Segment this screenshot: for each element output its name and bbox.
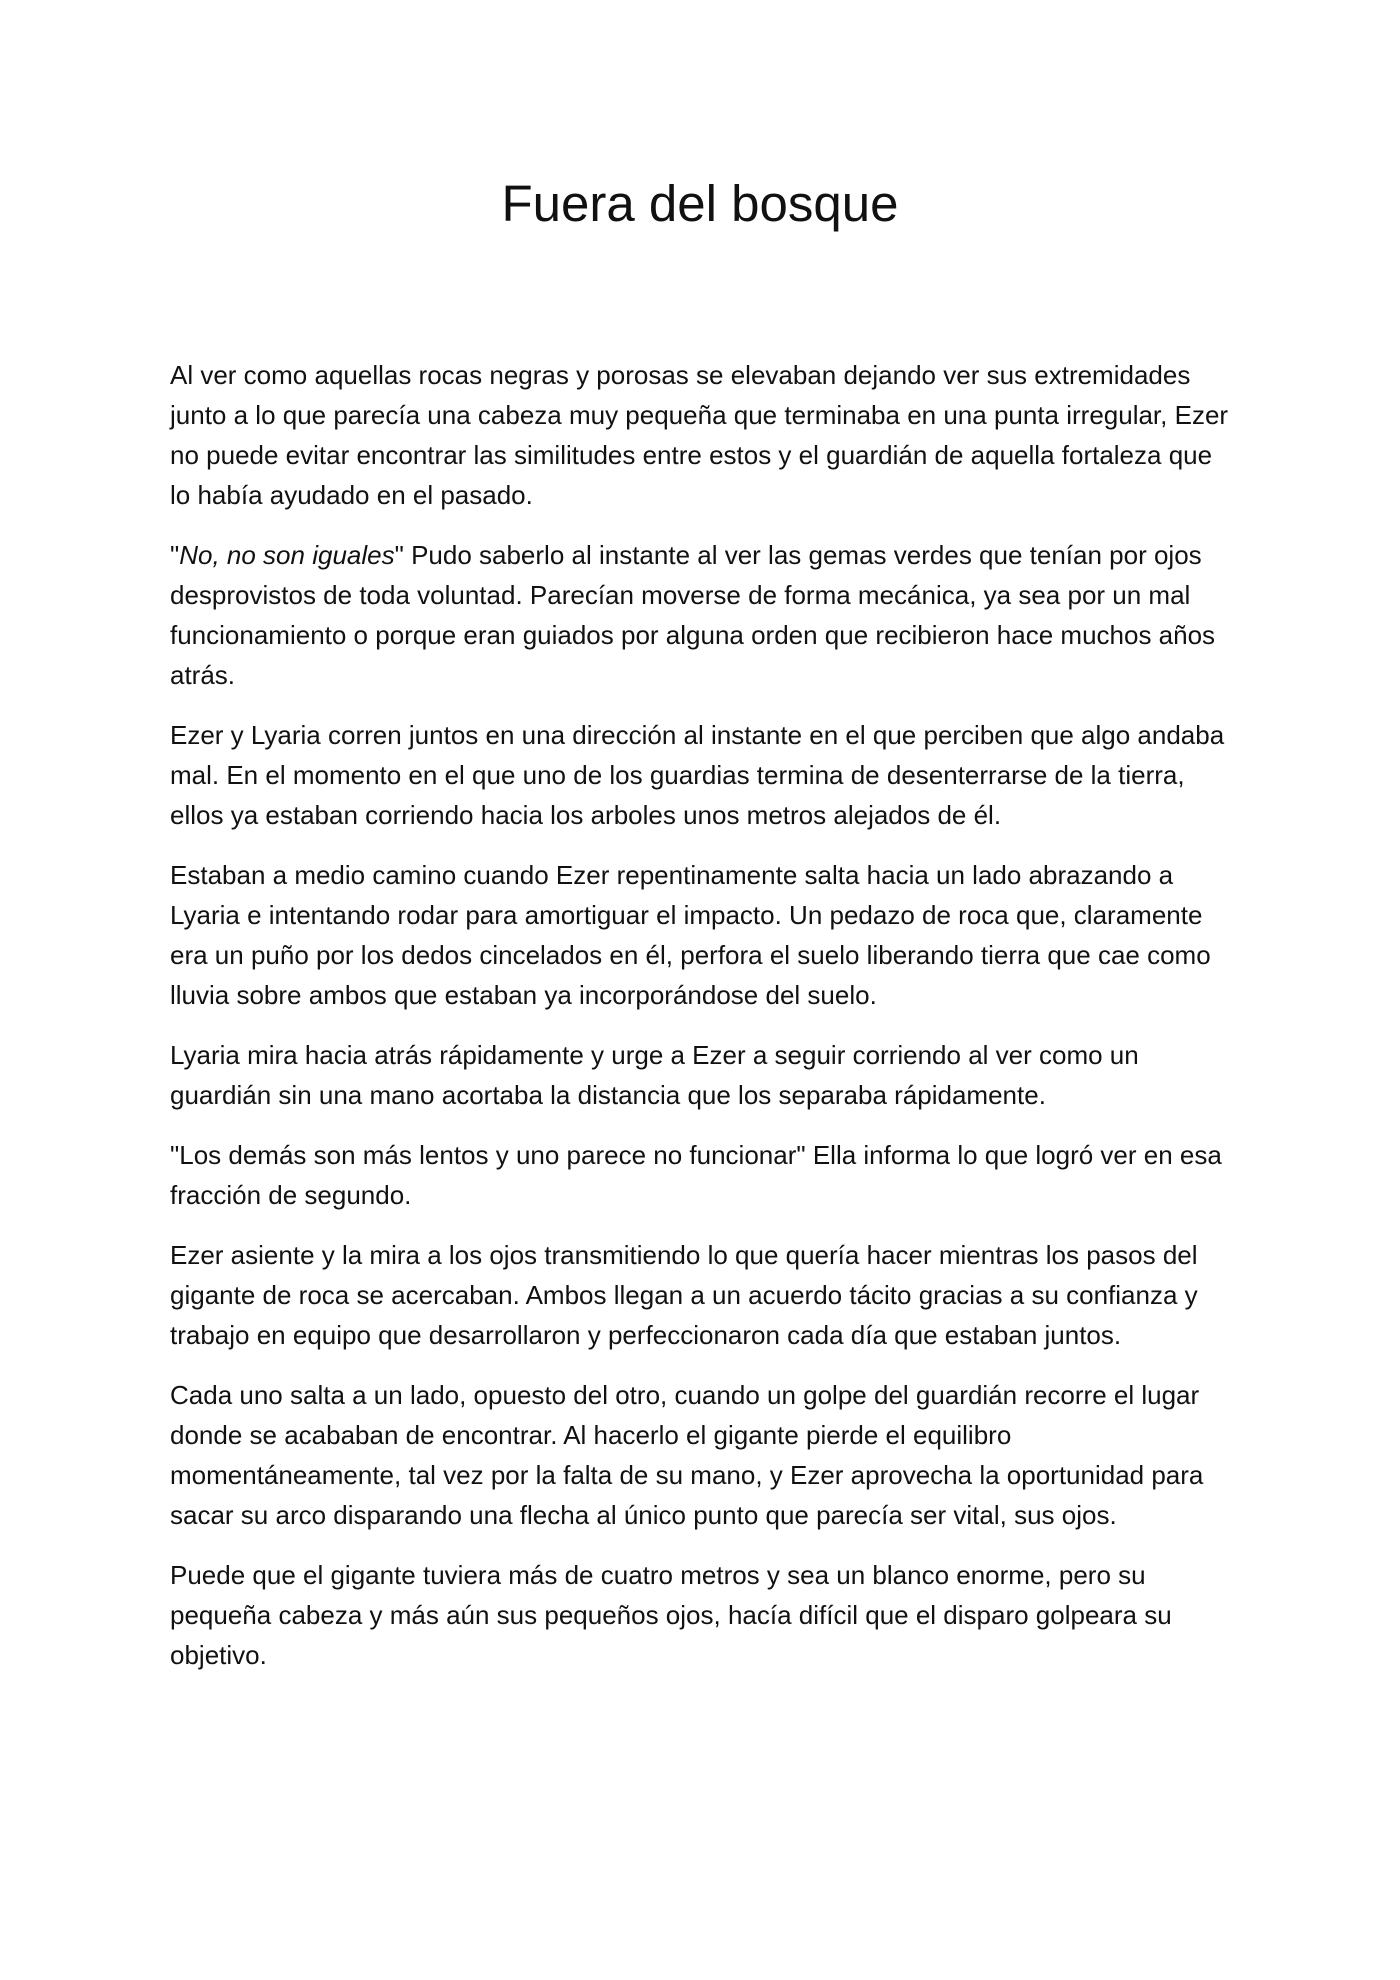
paragraph-3: Ezer y Lyaria corren juntos en una dirección al instante en el que perciben que algo andaba mal. En el momento en el que uno de los guardias termina de desenterrarse de la tierra, ellos ya estaban corriendo hacia los arboles unos metros alejados de él.	[170, 720, 1225, 830]
paragraph-9: Puede que el gigante tuviera más de cuatro metros y sea un blanco enorme, pero su pequeña cabeza y más aún sus pequeños ojos, hacía difícil que el disparo golpeara su objetivo.	[170, 1560, 1172, 1670]
paragraph-7: Ezer asiente y la mira a los ojos transmitiendo lo que quería hacer mientras los pasos del gigante de roca se acercaban. Ambos llegan a un acuerdo tácito gracias a su confianza y trabajo en equipo que desarrollaron y perfeccionaron cada día que estaban juntos.	[170, 1240, 1198, 1350]
quote-open: "	[170, 540, 180, 570]
italic-quote: No, no son iguales	[179, 540, 395, 570]
paragraph-4: Estaban a medio camino cuando Ezer repentinamente salta hacia un lado abrazando a Lyaria e intentando rodar para amortiguar el impacto. Un pedazo de roca que, claramente era un puño por los dedos cincelados en él, perfora el suelo liberando tierra que cae como lluvia sobre ambos que estaban ya incorporándose del suelo.	[170, 860, 1211, 1010]
paragraph-1: Al ver como aquellas rocas negras y porosas se elevaban dejando ver sus extremidades junto a lo que parecía una cabeza muy pequeña que terminaba en una punta irregular, Ezer no puede evitar encontrar las similitudes entre estos y el guardián de aquella fortaleza que lo había ayudado en el pasado.	[170, 360, 1229, 510]
document-body	[170, 355, 1230, 1695]
paragraph-8: Cada uno salta a un lado, opuesto del otro, cuando un golpe del guardián recorre el lugar donde se acababan de encontrar. Al hacerlo el gigante pierde el equilibro momentáneamente, tal vez por la falta de su mano, y Ezer aprovecha la oportunidad para sacar su arco disparando una flecha al único punto que parecía ser vital, sus ojos.	[170, 1380, 1204, 1530]
paragraph-5: Lyaria mira hacia atrás rápidamente y urge a Ezer a seguir corriendo al ver como un guardián sin una mano acortaba la distancia que los separaba rápidamente.	[170, 1040, 1139, 1110]
paragraph-2	[170, 535, 1230, 695]
document-title: Fuera del bosque	[501, 175, 899, 232]
paragraph-2-rest: " Pudo saberlo al instante al ver las gemas verdes que tenían por ojos desprovistos de toda voluntad. Parecían moverse de forma mecánica, ya sea por un mal funcionamiento o porque eran guiados por alguna orden que recibieron hace muchos años atrás.	[170, 540, 1216, 690]
paragraph-6: "Los demás son más lentos y uno parece no funcionar" Ella informa lo que logró ver en esa fracción de segundo.	[170, 1140, 1222, 1210]
